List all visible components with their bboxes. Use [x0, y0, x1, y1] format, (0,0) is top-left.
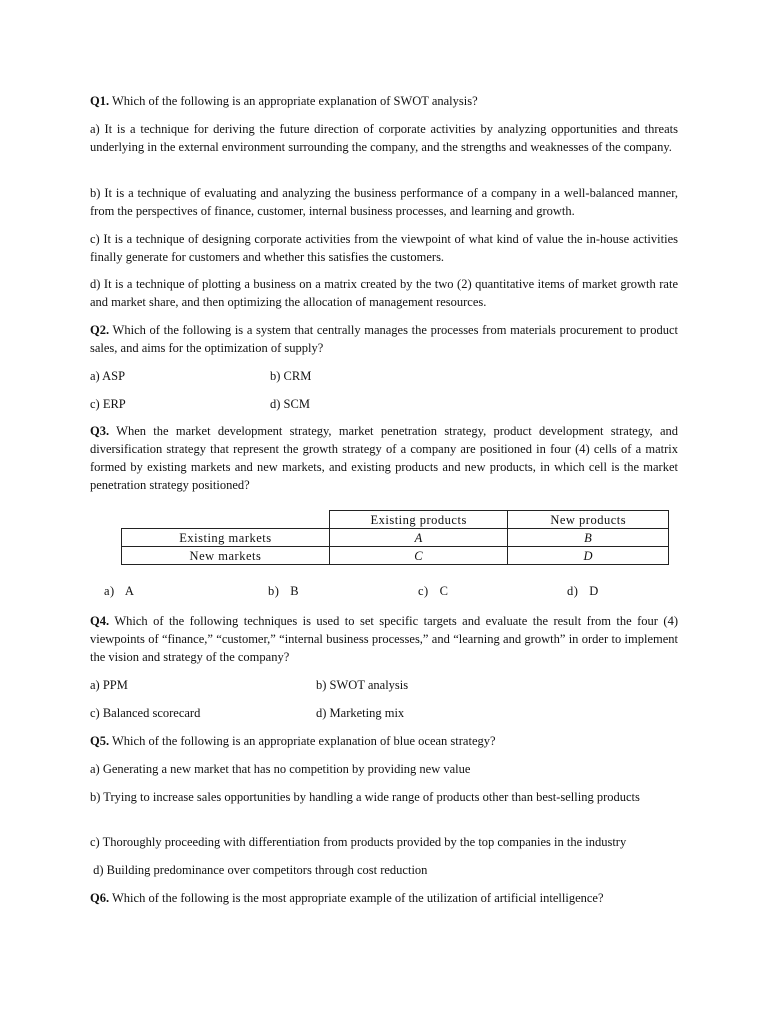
question-text: Which of the following is the most appropriate example of the utilization of artificial intelligence?: [109, 891, 604, 905]
question-4: [90, 612, 678, 666]
q4-option-a: a) PPM: [90, 678, 128, 692]
q4-option-c: c) Balanced scorecard: [90, 706, 201, 720]
table-header-existing-products: Existing products: [329, 511, 508, 529]
question-number: Q3.: [90, 424, 110, 438]
question-1: [90, 92, 678, 110]
q1-option-a: a) It is a technique for deriving the future direction of corporate activities by analyzing opportunities and threats underlying in the external environment surrounding the company, and the strengths and weaknesses of the company.: [90, 122, 678, 154]
table-row-header-new-markets: New markets: [122, 547, 330, 565]
question-text: Which of the following is an appropriate explanation of blue ocean strategy?: [109, 734, 496, 748]
question-text: Which of the following is an appropriate explanation of SWOT analysis?: [109, 94, 478, 108]
strategy-matrix-table: [121, 510, 669, 565]
question-number: Q4.: [90, 614, 110, 628]
q3-option-d: d) D: [567, 584, 599, 598]
question-text: Which of the following is a system that centrally manages the processes from materials procurement to product sales, and aims for the optimization of supply?: [90, 323, 678, 355]
q4-option-d: d) Marketing mix: [316, 706, 405, 720]
question-number: Q5.: [90, 734, 110, 748]
q2-option-a: a) ASP: [90, 369, 126, 383]
q4-option-b: b) SWOT analysis: [316, 678, 409, 692]
table-header-new-products: New products: [508, 511, 669, 529]
question-3: [90, 422, 678, 494]
q5-option-c: c) Thoroughly proceeding with differentiation from products provided by the top companies in the industry: [90, 835, 627, 849]
q5-option-b: b) Trying to increase sales opportunities by handling a wide range of products other than best-selling products: [90, 790, 640, 804]
q3-option-c: c) C: [418, 584, 449, 598]
table-cell-c: C: [329, 547, 508, 565]
table-cell-d: D: [508, 547, 669, 565]
q5-option-a: a) Generating a new market that has no competition by providing new value: [90, 762, 471, 776]
question-5: [90, 732, 678, 750]
question-number: Q6.: [90, 891, 110, 905]
q2-option-c: c) ERP: [90, 397, 126, 411]
question-number: Q1.: [90, 94, 110, 108]
question-text: When the market development strategy, market penetration strategy, product development strategy, and diversification strategy that represent the growth strategy of a company are positioned in four (4) cells of a matrix formed by existing markets and new markets, and existing products and new products, in which cell is the market penetration strategy positioned?: [90, 424, 678, 492]
q5-option-d: d) Building predominance over competitors through cost reduction: [90, 863, 428, 877]
question-2: [90, 321, 678, 357]
q2-option-b: b) CRM: [270, 369, 312, 383]
q3-option-b: b) B: [268, 584, 300, 598]
q1-option-b: b) It is a technique of evaluating and analyzing the business performance of a company in a well-balanced manner, from the perspectives of finance, customer, internal business processes, and learning and growth.: [90, 186, 678, 218]
q1-option-c: c) It is a technique of designing corporate activities from the viewpoint of what kind of value the in-house activities finally generate for customers and whether this satisfies the customers.: [90, 232, 678, 264]
table-row-header-existing-markets: Existing markets: [122, 529, 330, 547]
table-cell-b: B: [508, 529, 669, 547]
question-6: [90, 889, 678, 907]
table-row: [122, 547, 669, 565]
question-text: Which of the following techniques is used to set specific targets and evaluate the result from the four (4) viewpoints of “finance,” “customer,” “internal business processes,” and “learning and growth” in order to implement the vision and strategy of the company?: [90, 614, 678, 664]
table-corner-cell: [122, 511, 330, 529]
table-row: [122, 529, 669, 547]
table-header-row: [122, 511, 669, 529]
q2-option-d: d) SCM: [270, 397, 310, 411]
table-cell-a: A: [329, 529, 508, 547]
question-number: Q2.: [90, 323, 110, 337]
q1-option-d: d) It is a technique of plotting a business on a matrix created by the two (2) quantitative items of market growth rate and market share, and then optimizing the allocation of management resources.: [90, 277, 678, 309]
q3-option-a: a) A: [104, 584, 135, 598]
